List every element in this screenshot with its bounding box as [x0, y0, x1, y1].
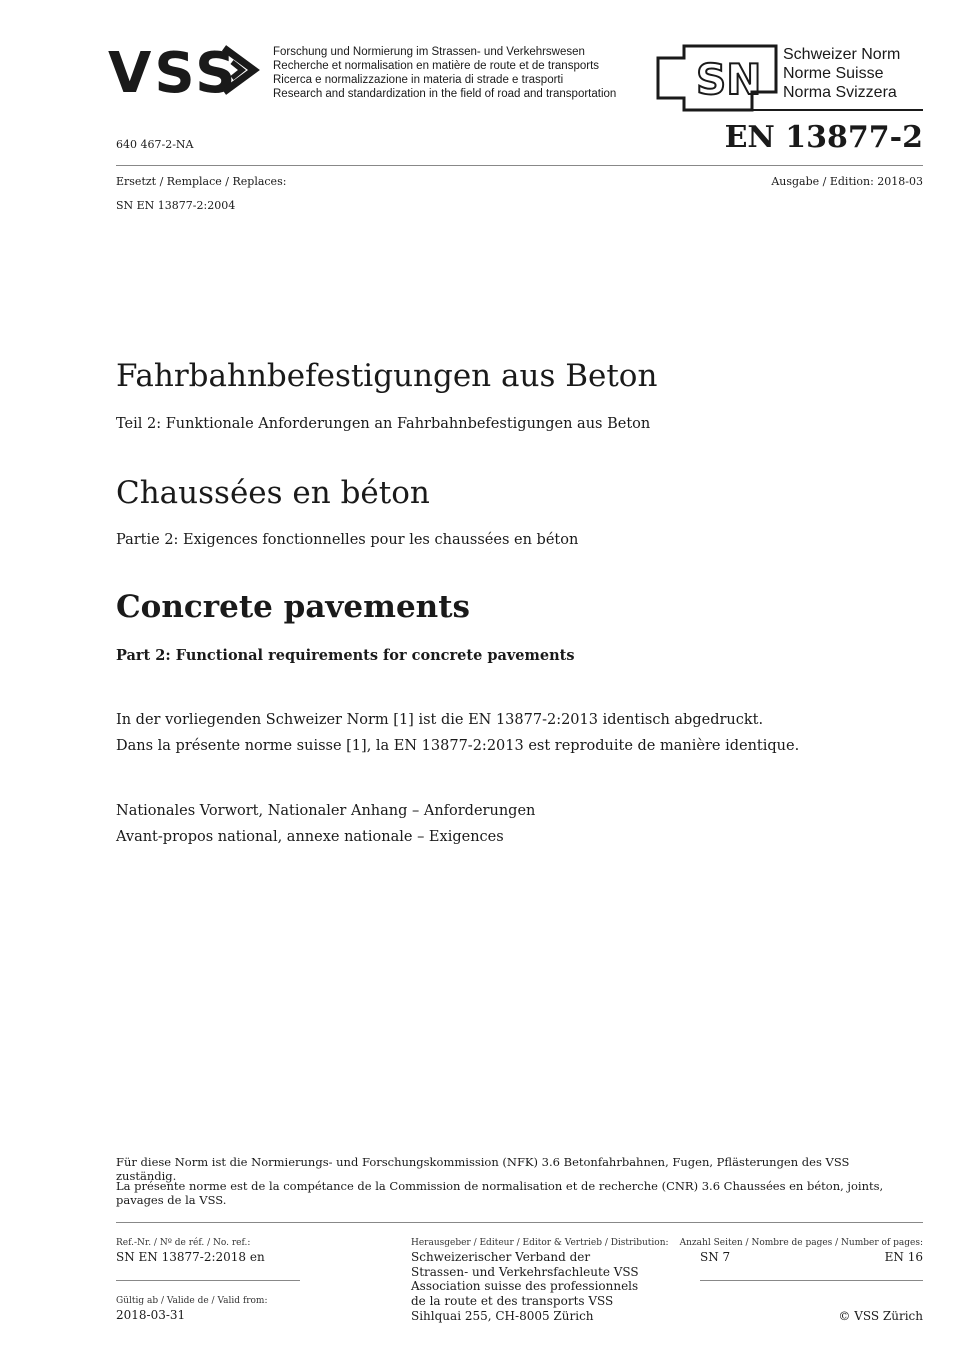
publisher-line: Strassen- und Verkehrsfachleute VSS — [411, 1264, 639, 1279]
ref-label: Ref.-Nr. / Nº de réf. / No. ref.: — [116, 1238, 251, 1248]
copyright: © VSS Zürich — [838, 1309, 923, 1323]
national-foreword-de: Nationales Vorwort, Nationaler Anhang – Anforderungen — [116, 803, 536, 819]
publisher-line: Schweizerischer Verband der — [411, 1250, 591, 1264]
publisher-line: Association suisse des professionnels — [411, 1279, 639, 1294]
edition: Ausgabe / Edition: 2018-03 — [771, 175, 923, 188]
publisher-address — [411, 1250, 639, 1324]
ref-rule — [116, 1280, 300, 1281]
national-foreword-fr: Avant-propos national, annexe nationale – Exigences — [116, 829, 504, 845]
commission-statement-fr: La présente norme est de la compétance de la Commission de normalisation et de recherche (CNR) 3.6 Chaussées en béton, joints, pavages de la VSS. — [116, 1179, 884, 1207]
subtitle-de: Teil 2: Funktionale Anforderungen an Fahrbahnbefestigungen aus Beton — [116, 416, 651, 432]
valid-label: Gültig ab / Valide de / Valid from: — [116, 1296, 268, 1306]
publisher-line: Sihlquai 255, CH-8005 Zürich — [411, 1308, 594, 1323]
vss-tagline-en: Research and standardization in the field of road and transportation — [273, 88, 617, 100]
en-number: EN 13877-2 — [724, 120, 923, 155]
sn-norm-de: Schweizer Norm — [783, 46, 901, 63]
doc-number: 640 467-2-NA — [116, 138, 194, 151]
replaces-value: SN EN 13877-2:2004 — [116, 199, 236, 212]
pages-label: Anzahl Seiten / Nombre de pages / Number of pages: — [679, 1238, 923, 1248]
identical-statement-fr: Dans la présente norme suisse [1], la EN 13877-2:2013 est reproduite de manière identique. — [116, 738, 800, 754]
sn-norm-fr: Norme Suisse — [783, 65, 884, 82]
replaces-label: Ersetzt / Remplace / Replaces: — [116, 175, 287, 188]
sn-norm-it: Norma Svizzera — [783, 84, 897, 101]
subtitle-en: Part 2: Functional requirements for concrete pavements — [116, 647, 575, 664]
sn-underline — [683, 109, 923, 111]
vss-logo-text: VSS — [108, 41, 239, 100]
sn-logo-text: SN — [696, 55, 762, 104]
header-divider — [116, 165, 923, 166]
vss-tagline-fr: Recherche et normalisation en matière de route et de transports — [273, 60, 600, 72]
ref-value: SN EN 13877-2:2018 en — [116, 1250, 265, 1264]
publisher-line: de la route et des transports VSS — [411, 1294, 614, 1309]
vss-tagline-de: Forschung und Normierung im Strassen- und Verkehrswesen — [273, 46, 585, 58]
footer-divider — [116, 1222, 923, 1223]
sn-norm-label — [783, 45, 900, 102]
publisher-label: Herausgeber / Editeur / Editor & Vertrieb / Distribution: — [411, 1238, 669, 1248]
pages-sn: SN 7 — [700, 1250, 731, 1264]
valid-value: 2018-03-31 — [116, 1308, 186, 1322]
title-en: Concrete pavements — [116, 589, 470, 625]
sn-logo — [656, 44, 778, 112]
vss-tagline-it: Ricerca e normalizzazione in materia di strade e trasporti — [273, 74, 564, 86]
identical-statement-de: In der vorliegenden Schweizer Norm [1] ist die EN 13877-2:2013 identisch abgedruckt. — [116, 712, 764, 728]
vss-logo — [108, 40, 268, 100]
title-de: Fahrbahnbefestigungen aus Beton — [116, 358, 658, 394]
pages-rule — [700, 1280, 923, 1281]
commission-statement-de: Für diese Norm ist die Normierungs- und Forschungskommission (NFK) 3.6 Betonfahrbahnen, Fugen, Pflästerungen des VSS zuständig. — [116, 1155, 850, 1183]
pages-en: EN 16 — [884, 1250, 923, 1264]
vss-tagline — [273, 45, 616, 101]
title-fr: Chaussées en béton — [116, 475, 430, 511]
subtitle-fr: Partie 2: Exigences fonctionnelles pour les chaussées en béton — [116, 532, 579, 548]
